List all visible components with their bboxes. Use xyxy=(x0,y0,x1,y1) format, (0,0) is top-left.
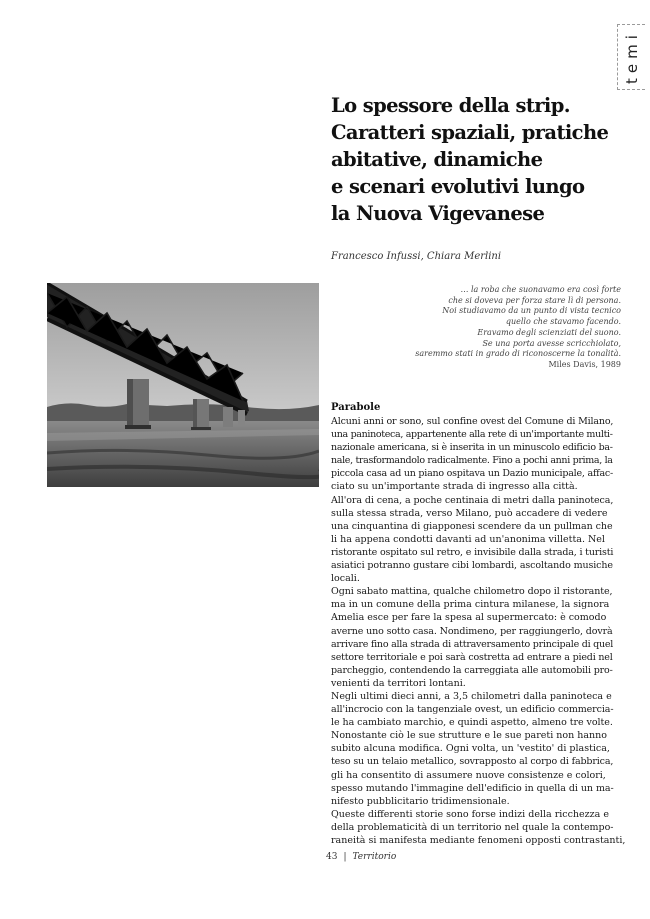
body-line: Nonostante ciò le sue strutture e le sue pareti non hanno xyxy=(331,730,607,742)
body-line: della problematicità di un territorio nel quale la contempo- xyxy=(331,821,614,833)
section-heading: Parabole xyxy=(331,402,381,413)
body-line: piccola casa ad un piano ospitava un Dazio municipale, affac- xyxy=(331,468,613,480)
body-line: asiatici potranno gustare cibi lombardi, ascoltando musiche xyxy=(331,560,613,572)
title-line: abitative, dinamiche xyxy=(331,148,543,171)
page-number: 43 xyxy=(326,852,338,862)
body-line: gli ha consentito di assumere nuove consistenze e colori, xyxy=(331,769,606,781)
epigraph-line: Noi studiavamo da un punto di vista tecnico xyxy=(442,306,621,316)
title-line: e scenari evolutivi lungo xyxy=(331,175,585,198)
article-authors: Francesco Infussi, Chiara Merlini xyxy=(331,251,502,262)
footer-section: Territorio xyxy=(352,852,397,862)
body-text xyxy=(331,415,626,847)
body-line: le ha cambiato marchio, e quindi aspetto, almeno tre volte. xyxy=(331,717,613,729)
body-line: Alcuni anni or sono, sul confine ovest del Comune di Milano, xyxy=(331,416,614,427)
page-footer xyxy=(326,852,396,862)
article-title xyxy=(331,92,631,227)
body-line: ristorante ospitato sul retro, e invisibile dalla strada, i turisti xyxy=(331,546,614,558)
epigraph-line: … la roba che suonavamo era così forte xyxy=(460,285,621,294)
body-line: Amelia esce per fare la spesa al supermercato: è comodo xyxy=(331,612,607,624)
body-line: All'ora di cena, a poche centinaia di metri dalla paninoteca, xyxy=(331,494,614,506)
body-line: averne uno sotto casa. Nondimeno, per raggiungerlo, dovrà xyxy=(331,625,613,637)
title-line: Caratteri spaziali, pratiche xyxy=(331,121,609,144)
epigraph-line: saremmo stati in grado di riconoscerne la tonalità. xyxy=(415,349,621,359)
body-line: arrivare fino alla strada di attraversamento principale di quel xyxy=(331,638,614,650)
body-line: ciato su un'importante strada di ingresso alla città. xyxy=(331,481,578,493)
section-tab xyxy=(617,24,645,90)
body-line: nifesto pubblicitario tridimensionale. xyxy=(331,795,510,807)
body-line: settore territoriale e poi sarà costretta ad entrare a piedi nel xyxy=(331,651,613,663)
body-line: locali. xyxy=(331,573,360,585)
body-line: all'incrocio con la tangenziale ovest, un edificio commercia- xyxy=(331,704,614,716)
body-line: parcheggio, contendendo la carreggiata alle automobili pro- xyxy=(331,664,613,676)
body-line: subito alcuna modifica. Ogni volta, un 'vestito' di plastica, xyxy=(331,743,610,755)
epigraph-line: quello che stavamo facendo. xyxy=(505,317,621,327)
body-line: venienti da territori lontani. xyxy=(331,677,466,689)
title-line: la Nuova Vigevanese xyxy=(331,202,545,225)
epigraph-line: Se una porta avesse scricchiolato, xyxy=(482,338,621,348)
body-line: una paninoteca, appartenente alla rete di un'importante multi- xyxy=(331,429,613,441)
epigraph-source: Miles Davis, 1989 xyxy=(548,359,621,369)
body-line: una cinquantina di giapponesi scendere da un pullman che xyxy=(331,520,613,532)
title-line: Lo spessore della strip. xyxy=(331,94,570,117)
body-line: teso su un telaio metallico, sovrapposto al corpo di fabbrica, xyxy=(331,756,614,768)
body-line: li ha appena condotti davanti ad un'anonima villetta. Nel xyxy=(331,533,605,545)
epigraph-line: che si doveva per forza stare lì di persona. xyxy=(448,295,621,305)
bridge-photo-image xyxy=(47,283,319,487)
bridge-photo xyxy=(47,283,319,487)
body-line: Negli ultimi dieci anni, a 3,5 chilometri dalla paninoteca e xyxy=(331,690,612,702)
body-line: raneità si manifesta mediante fenomeni opposti contrastanti, xyxy=(331,835,626,846)
body-line: Ogni sabato mattina, qualche chilometro dopo il ristorante, xyxy=(331,586,613,598)
body-line: Queste differenti storie sono forse indizi della ricchezza e xyxy=(331,808,609,820)
epigraph-line: Eravamo degli scienziati del suono. xyxy=(477,327,621,337)
body-line: spesso mutando l'immagine dell'edificio in quella di un ma- xyxy=(331,782,614,794)
section-tab-label: temi xyxy=(622,30,641,84)
body-line: nale, trasformandolo radicalmente. Fino a pochi anni prima, la xyxy=(331,455,613,467)
epigraph xyxy=(321,285,621,371)
footer-separator: | xyxy=(343,852,347,862)
body-line: nazionale americana, si è inserita in un minuscolo edificio ba- xyxy=(331,442,613,454)
body-line: ma in un comune della prima cintura milanese, la signora xyxy=(331,599,610,611)
body-line: sulla stessa strada, verso Milano, può accadere di vedere xyxy=(331,507,608,519)
